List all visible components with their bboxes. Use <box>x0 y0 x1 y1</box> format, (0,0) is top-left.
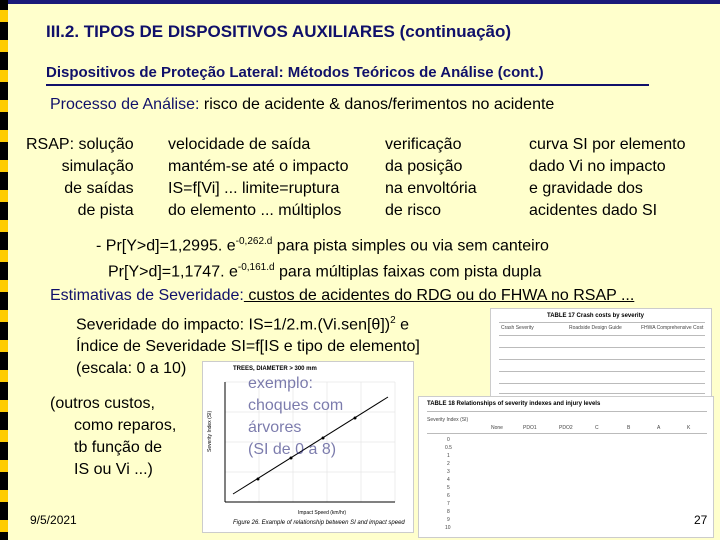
table18-si-cell: 5 <box>447 485 450 491</box>
table18-si-cell: 1 <box>447 453 450 459</box>
col4-line: acidentes dado SI <box>529 202 658 219</box>
severity-line-3: (escala: 0 a 10) <box>76 360 187 378</box>
severity-line-2: Índice de Severidade SI=f[IS e tipo de elemento] <box>76 338 420 356</box>
severity-injury-table <box>418 396 714 538</box>
other-costs-line: como reparos, <box>74 417 177 434</box>
table18-title: TABLE 18 Relationships of severity indexes and injury levels <box>427 401 601 407</box>
impact-severity-exponent: 2 <box>390 315 396 326</box>
process-keyword: Processo de Análise: <box>50 96 200 113</box>
figure-y-label: Severity Index (SI) <box>207 410 213 452</box>
rsap-column-2 <box>168 134 349 222</box>
table17-title: TABLE 17 Crash costs by severity <box>547 313 644 319</box>
col1-line: RSAP: solução <box>26 136 134 153</box>
col2-line: mantém-se até o impacto <box>168 158 349 175</box>
table18-si-cell: 9 <box>447 517 450 523</box>
model2-exponent: -0,161.d <box>237 262 275 274</box>
table18-si-cell: 7 <box>447 501 450 507</box>
model1-desc: para pista simples ou via sem canteiro <box>272 237 549 255</box>
slide-date: 9/5/2021 <box>30 513 77 527</box>
severity-keyword: Estimativas de Severidade: <box>50 287 244 304</box>
col3-line: da posição <box>385 158 463 175</box>
col2-line: do elemento ... múltiplos <box>168 202 342 219</box>
model2-formula: Pr[Y>d]=1,1747. e <box>108 263 238 281</box>
col4-line: e gravidade dos <box>529 180 643 197</box>
process-line <box>50 96 554 114</box>
col1-line: simulação <box>61 158 134 175</box>
table18-si-cell: 6 <box>447 493 450 499</box>
table18-header-cell: PDO1 <box>523 425 537 431</box>
table18-si-cell: 0 <box>447 437 450 443</box>
col1-line: de saídas <box>64 180 134 197</box>
left-decorative-bar <box>0 0 8 540</box>
example-line: árvores <box>248 419 302 436</box>
example-line: choques com <box>248 397 344 414</box>
table18-header-cell: A <box>657 425 661 431</box>
col4-line: dado Vi no impacto <box>529 158 666 175</box>
table18-header-cell: B <box>627 425 631 431</box>
col1-line: de pista <box>77 202 134 219</box>
table18-si-cell: 4 <box>447 477 450 483</box>
col4-line: curva SI por elemento <box>529 136 686 153</box>
col3-line: de risco <box>385 202 442 219</box>
model1-formula: - Pr[Y>d]=1,2995. e <box>96 237 236 255</box>
table17-header-cell: Crash Severity <box>501 325 534 331</box>
model1-exponent: -0,262.d <box>235 236 273 247</box>
figure-x-label: Impact Speed (km/hr) <box>298 510 347 516</box>
table18-header-cell: C <box>595 425 599 431</box>
other-costs-line: (outros custos, <box>50 395 155 412</box>
crash-cost-table <box>490 308 712 398</box>
table18-si-cell: 3 <box>447 469 450 475</box>
rsap-column-1 <box>26 134 134 222</box>
process-text: risco de acidente & danos/ferimentos no acidente <box>199 96 555 113</box>
probability-models <box>96 231 549 284</box>
col3-line: na envoltória <box>385 180 477 197</box>
rsap-column-4 <box>529 134 686 222</box>
example-line: (SI de 0 a 8) <box>248 441 337 458</box>
other-costs-note <box>50 393 176 481</box>
model-line-2 <box>96 257 549 283</box>
severity-line-1 <box>76 310 420 336</box>
table18-header-cell: K <box>687 425 691 431</box>
severity-heading-text: custos de acidentes do RDG ou do FHWA no RSAP ... <box>243 287 635 304</box>
figure-caption: Figure 26. Example of relationship between SI and impact speed <box>233 520 405 526</box>
table18-si-cell: 0.5 <box>445 445 452 451</box>
severity-heading <box>50 287 634 305</box>
model2-desc: para múltiplas faixas com pista dupla <box>274 263 542 281</box>
impact-severity-formula: Severidade do impacto: IS=1/2.m.(Vi.sen[θ]) <box>76 316 391 334</box>
table18-header-cell: PDO2 <box>559 425 573 431</box>
table18-header-cell: Severity Index (SI) <box>427 417 469 423</box>
rsap-column-3 <box>385 134 477 222</box>
figure-title: TREES, DIAMETER > 300 mm <box>233 366 317 372</box>
example-note <box>248 373 343 461</box>
table17-header-cell: Roadside Design Guide <box>569 325 622 331</box>
impact-severity-tail: e <box>395 316 409 334</box>
page-number: 27 <box>694 513 708 527</box>
table18-si-cell: 10 <box>445 525 451 531</box>
table17-header-cell: FHWA Comprehensive Cost <box>641 325 704 331</box>
table18-header-cell: None <box>491 425 503 431</box>
subtitle-underline <box>46 84 649 86</box>
slide-subtitle: Dispositivos de Proteção Lateral: Métodos Teóricos de Análise (cont.) <box>46 64 544 81</box>
col2-line: IS=f[Vi] ... limite=ruptura <box>168 180 340 197</box>
slide-title: III.2. TIPOS DE DISPOSITIVOS AUXILIARES (continuação) <box>46 22 512 41</box>
table18-si-cell: 2 <box>447 461 450 467</box>
top-border <box>0 0 720 4</box>
col2-line: velocidade de saída <box>168 136 311 153</box>
model-line-1 <box>96 231 549 257</box>
example-line: exemplo: <box>248 375 313 392</box>
table18-si-cell: 8 <box>447 509 450 515</box>
other-costs-line: tb função de <box>74 439 163 456</box>
col3-line: verificação <box>385 136 462 153</box>
other-costs-line: IS ou Vi ...) <box>74 461 153 478</box>
